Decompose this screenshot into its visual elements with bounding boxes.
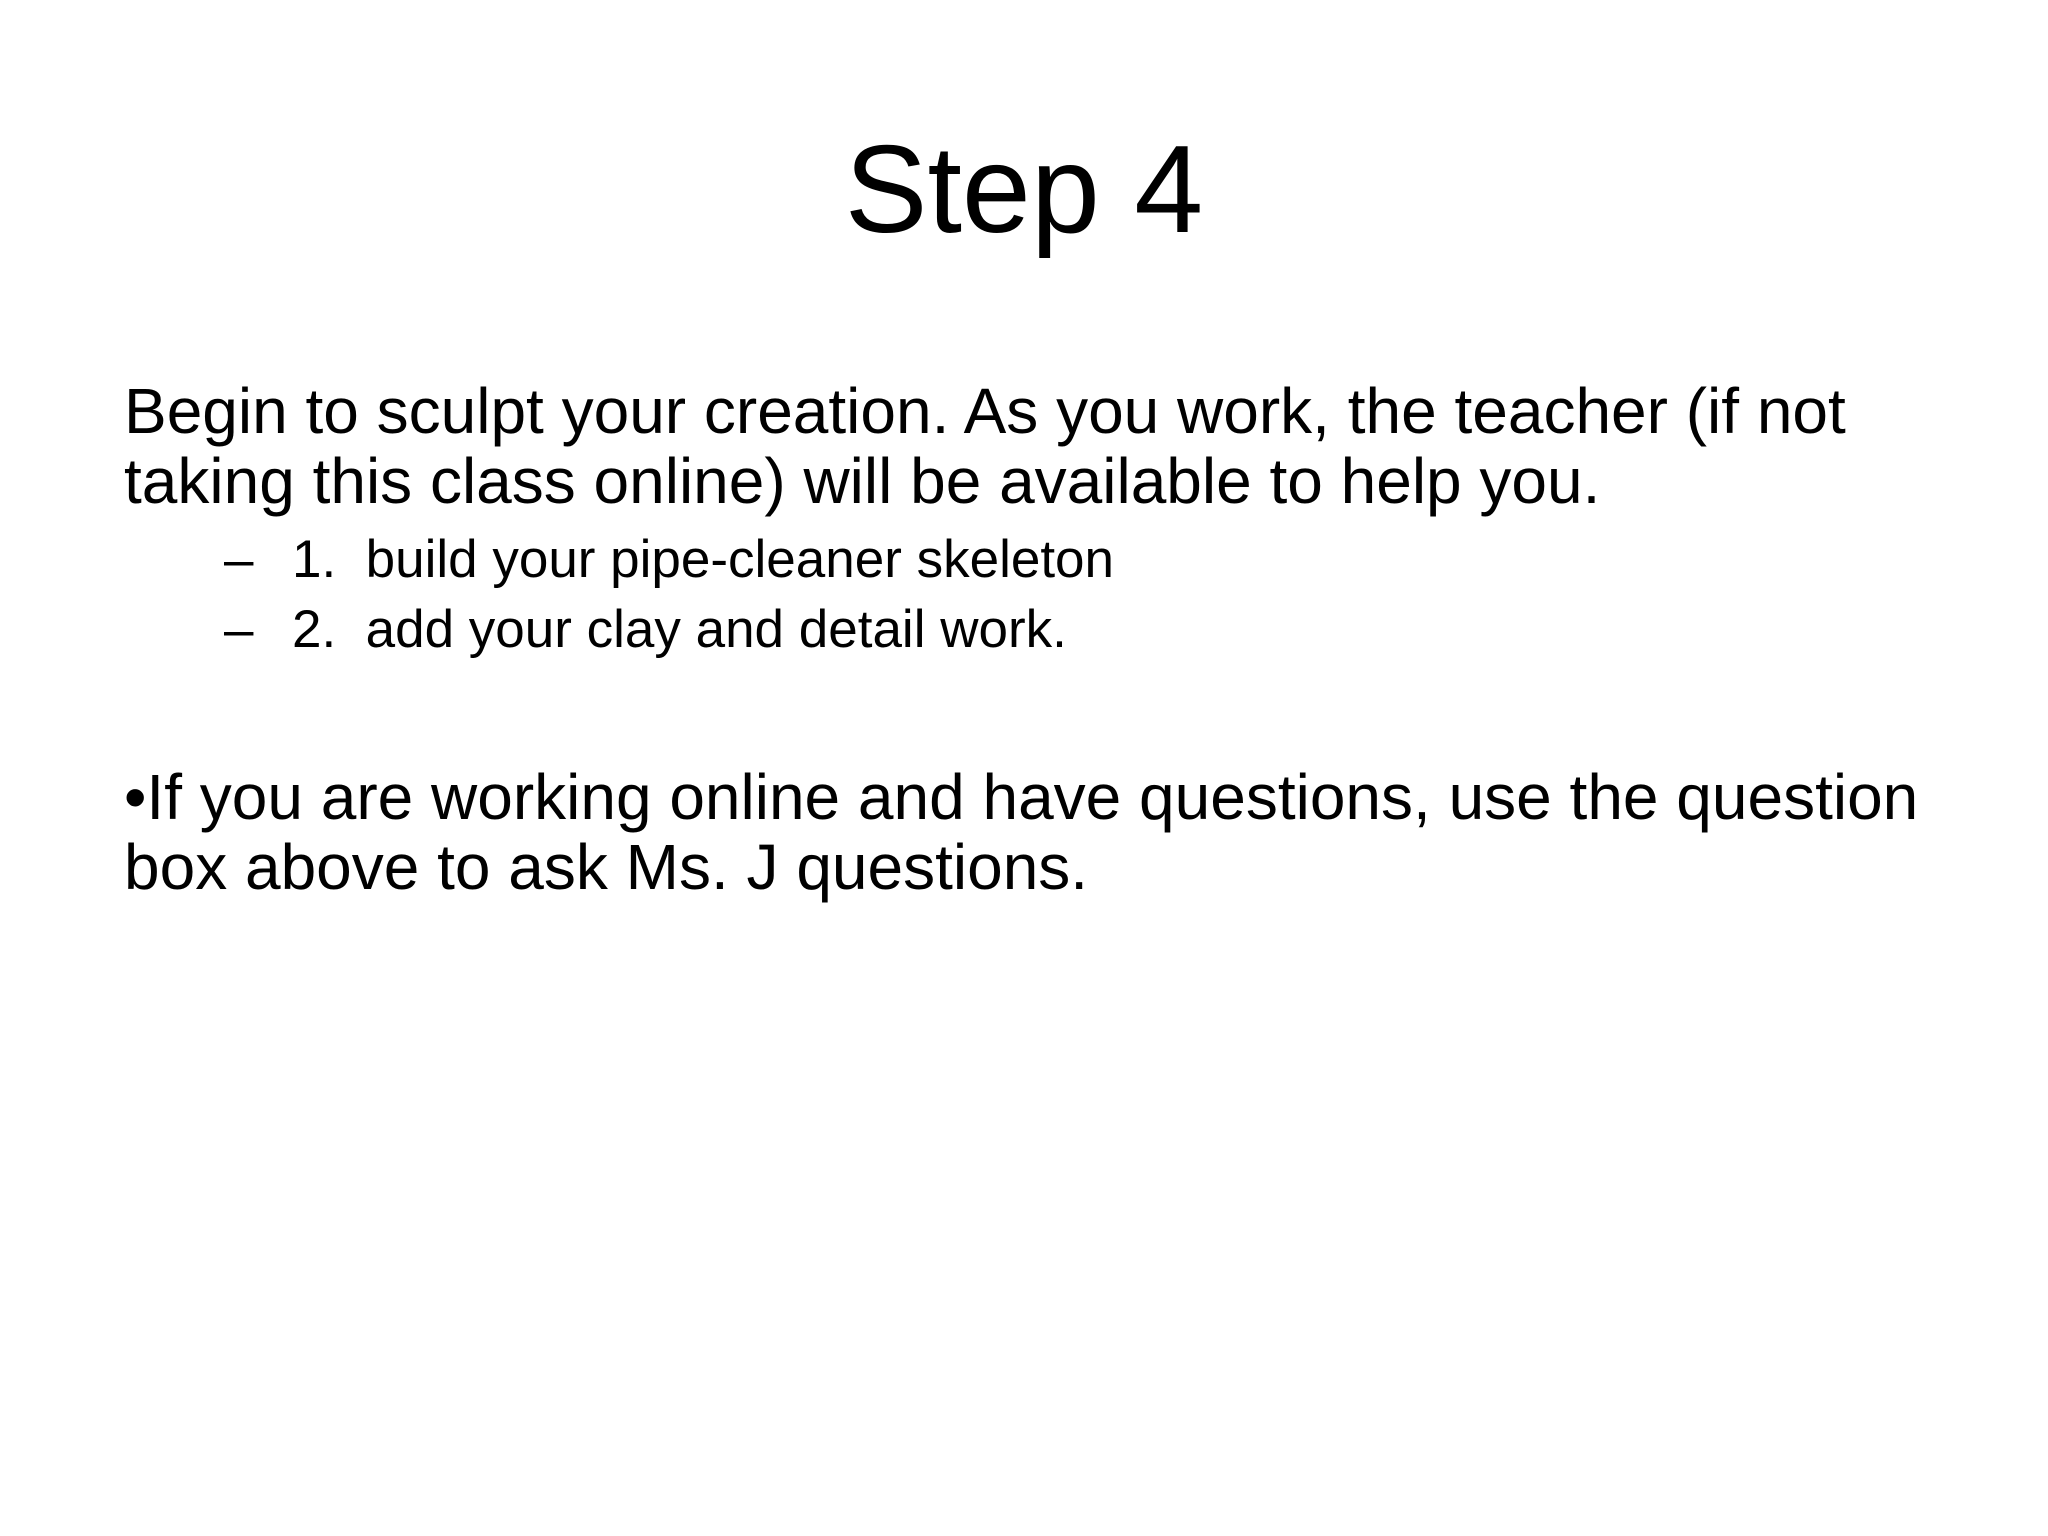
list-item-text: 2. add your clay and detail work. (292, 600, 1067, 659)
list-item (224, 525, 1114, 595)
list-item-text: 1. build your pipe-cleaner skeleton (292, 530, 1114, 589)
instruction-paragraph: Begin to sculpt your creation. As you work, the teacher (if not taking this class online) will be available to help you. (124, 375, 1846, 517)
dash-bullet: – (224, 600, 254, 659)
dash-bullet: – (224, 530, 254, 589)
list-item (224, 595, 1114, 665)
online-help-paragraph: •If you are working online and have questions, use the question box above to ask Ms. J questions. (124, 761, 1919, 903)
step-list (224, 525, 1114, 665)
slide-title: Step 4 (844, 121, 1204, 259)
